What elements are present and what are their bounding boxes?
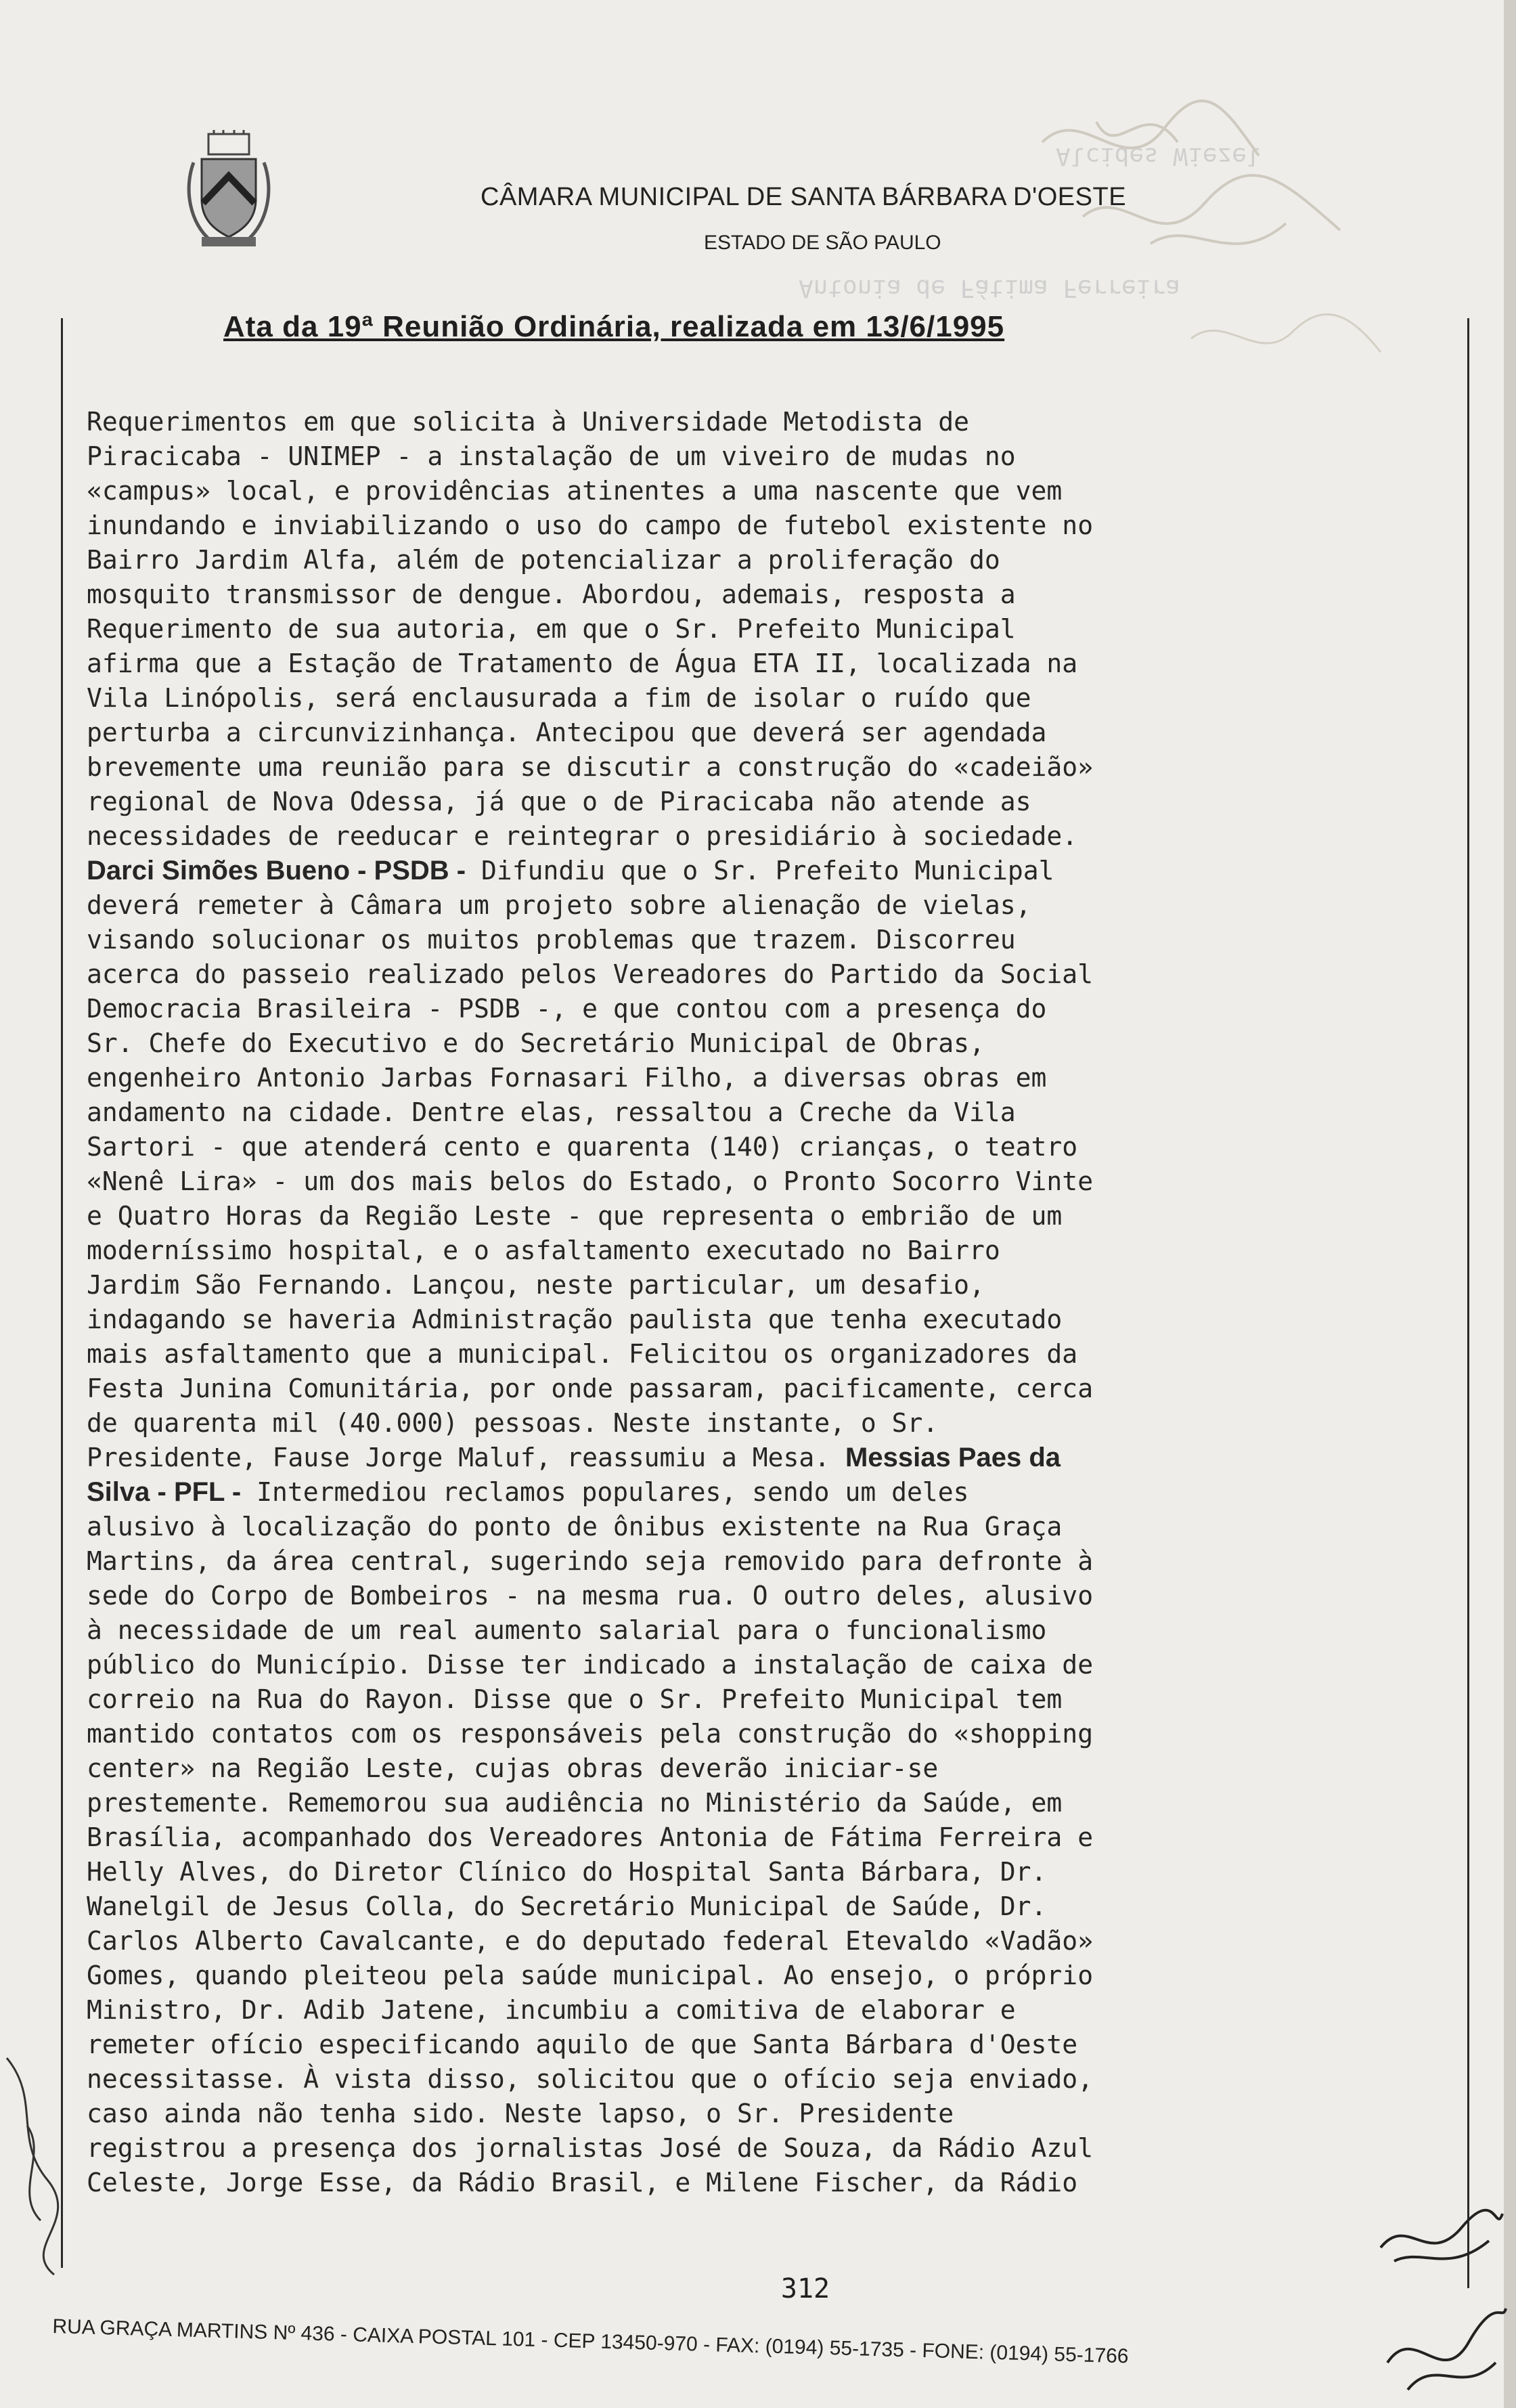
text-line	[87, 1579, 1440, 1613]
text-segment: Sr. Chefe do Executivo e do Secretário Municipal de Obras,	[87, 1028, 985, 1058]
text-segment: Sartori - que atenderá cento e quarenta (140) crianças, o teatro	[87, 1132, 1078, 1162]
text-segment: Wanelgil de Jesus Colla, do Secretário Municipal de Saúde, Dr.	[87, 1891, 1047, 1921]
text-line	[87, 1889, 1440, 1924]
text-line	[87, 1337, 1440, 1372]
text-line	[87, 716, 1440, 750]
text-line	[87, 992, 1440, 1026]
text-segment: Bairro Jardim Alfa, além de potencializar a proliferação do	[87, 545, 1000, 575]
text-segment: sede do Corpo de Bombeiros - na mesma rua. O outro deles, alusivo	[87, 1581, 1094, 1611]
text-line	[87, 2131, 1440, 2166]
text-segment: Carlos Alberto Cavalcante, e do deputado federal Etevaldo «Vadão»	[87, 1926, 1094, 1956]
text-line	[87, 1993, 1440, 2028]
text-segment: center» na Região Leste, cujas obras deverão iniciar-se	[87, 1753, 939, 1783]
text-line	[87, 2062, 1440, 2097]
page-number: 312	[780, 2273, 830, 2304]
text-line	[87, 1026, 1440, 1061]
text-segment: «Nenê Lira» - um dos mais belos do Estado, o Pronto Socorro Vinte	[87, 1166, 1094, 1196]
text-segment: Difundiu que o Sr. Prefeito Municipal	[466, 856, 1054, 885]
text-segment: público do Município. Disse ter indicado a instalação de caixa de	[87, 1650, 1094, 1680]
text-line	[87, 1130, 1440, 1164]
text-line	[87, 1406, 1440, 1441]
text-line	[87, 1924, 1440, 1958]
text-segment: correio na Rua do Rayon. Disse que o Sr. Prefeito Municipal tem	[87, 1684, 1063, 1714]
text-line	[87, 1372, 1440, 1406]
text-line	[87, 854, 1440, 888]
text-segment: mais asfaltamento que a municipal. Felicitou os organizadores da	[87, 1339, 1078, 1369]
text-segment: indagando se haveria Administração paulista que tenha executado	[87, 1305, 1063, 1334]
margin-signature	[0, 2044, 64, 2288]
text-segment: visando solucionar os muitos problemas que trazem. Discorreu	[87, 925, 1016, 955]
text-line	[87, 1820, 1440, 1855]
text-segment: Presidente, Fause Jorge Maluf, reassumiu a Mesa.	[87, 1443, 846, 1472]
text-segment: inundando e inviabilizando o uso do campo de futebol existente no	[87, 510, 1094, 540]
text-segment: Piracicaba - UNIMEP - a instalação de um viveiro de mudas no	[87, 441, 1016, 471]
text-line	[87, 474, 1440, 508]
text-line	[87, 1199, 1440, 1233]
text-segment: acerca do passeio realizado pelos Vereadores do Partido da Social	[87, 959, 1094, 989]
text-segment: Gomes, quando pleiteou pela saúde municipal. Ao ensejo, o próprio	[87, 1961, 1094, 1990]
text-line	[87, 1061, 1440, 1095]
bleed-through-text: Antonia de Fátima Ferreira	[799, 274, 1180, 302]
coat-of-arms-icon	[181, 129, 276, 254]
text-line	[87, 1095, 1440, 1130]
text-line	[87, 1268, 1440, 1302]
text-line	[87, 785, 1440, 819]
text-segment: prestemente. Rememorou sua audiência no Ministério da Saúde, em	[87, 1788, 1063, 1818]
text-segment: necessidades de reeducar e reintegrar o presidiário à sociedade.	[87, 821, 1078, 851]
text-line	[87, 819, 1440, 854]
state-name: ESTADO DE SÃO PAULO	[704, 232, 941, 254]
text-segment: caso ainda não tenha sido. Neste lapso, o Sr. Presidente	[87, 2099, 954, 2128]
text-line	[87, 1958, 1440, 1993]
text-segment: Brasília, acompanhado dos Vereadores Antonia de Fátima Ferreira e	[87, 1822, 1094, 1852]
speaker-name: Darci Simões Bueno - PSDB -	[87, 856, 466, 885]
text-line	[87, 1648, 1440, 1682]
text-segment: de quarenta mil (40.000) pessoas. Neste instante, o Sr.	[87, 1408, 939, 1438]
text-segment: Intermediou reclamos populares, sendo um deles	[241, 1477, 969, 1507]
text-segment: Requerimento de sua autoria, em que o Sr. Prefeito Municipal	[87, 614, 1016, 644]
text-line	[87, 1717, 1440, 1751]
text-line	[87, 957, 1440, 992]
text-segment: Requerimentos em que solicita à Universidade Metodista de	[87, 407, 970, 437]
text-segment: brevemente uma reunião para se discutir a construção do «cadeião»	[87, 752, 1094, 782]
bleed-through-text: Alcides Wiezel	[1056, 142, 1262, 170]
text-line	[87, 508, 1440, 543]
text-line	[87, 647, 1440, 681]
right-margin-line	[1467, 318, 1469, 2288]
text-segment: Ministro, Dr. Adib Jatene, incumbiu a comitiva de elaborar e	[87, 1995, 1016, 2025]
text-segment: moderníssimo hospital, e o asfaltamento executado no Bairro	[87, 1235, 1000, 1265]
minutes-title: Ata da 19ª Reunião Ordinária, realizada em 13/6/1995	[223, 310, 1005, 343]
text-line	[87, 681, 1440, 716]
text-line	[87, 439, 1440, 474]
left-margin-line	[61, 318, 63, 2268]
text-line	[87, 923, 1440, 957]
text-line	[87, 1613, 1440, 1648]
text-segment: regional de Nova Odessa, já que o de Piracicaba não atende as	[87, 787, 1031, 816]
text-line	[87, 1751, 1440, 1786]
minutes-body	[87, 405, 1440, 2200]
text-segment: andamento na cidade. Dentre elas, ressaltou a Creche da Vila	[87, 1097, 1016, 1127]
text-segment: deverá remeter à Câmara um projeto sobre alienação de vielas,	[87, 890, 1031, 920]
text-line	[87, 543, 1440, 577]
text-line	[87, 1233, 1440, 1268]
text-segment: remeter ofício especificando aquilo de que Santa Bárbara d'Oeste	[87, 2030, 1078, 2059]
text-line	[87, 1475, 1440, 1510]
text-segment: Jardim São Fernando. Lançou, neste particular, um desafio,	[87, 1270, 985, 1300]
text-line	[87, 2028, 1440, 2062]
speaker-name: Silva - PFL -	[87, 1477, 242, 1507]
text-line	[87, 577, 1440, 612]
text-segment: alusivo à localização do ponto de ônibus existente na Rua Graça	[87, 1512, 1063, 1541]
text-line	[87, 2166, 1440, 2200]
text-segment: Democracia Brasileira - PSDB -, e que contou com a presença do	[87, 994, 1047, 1024]
text-segment: Vila Linópolis, será enclausurada a fim de isolar o ruído que	[87, 683, 1031, 713]
text-segment: mosquito transmissor de dengue. Abordou, ademais, resposta a	[87, 579, 1016, 609]
text-segment: registrou a presença dos jornalistas José de Souza, da Rádio Azul	[87, 2133, 1094, 2163]
text-segment: mantido contatos com os responsáveis pela construção do «shopping	[87, 1719, 1094, 1749]
text-line	[87, 1544, 1440, 1579]
text-segment: Festa Junina Comunitária, por onde passaram, pacificamente, cerca	[87, 1374, 1094, 1403]
text-segment: «campus» local, e providências atinentes a uma nascente que vem	[87, 476, 1063, 506]
footer-address: RUA GRAÇA MARTINS Nº 436 - CAIXA POSTAL 101 - CEP 13450-970 - FAX: (0194) 55-1735 - FONE: (0194) 55-1766	[52, 2315, 1129, 2368]
speaker-name: Messias Paes da	[845, 1443, 1061, 1472]
text-segment: à necessidade de um real aumento salarial para o funcionalismo	[87, 1615, 1047, 1645]
chamber-name: CÂMARA MUNICIPAL DE SANTA BÁRBARA D'OESTE	[481, 183, 1127, 211]
text-line	[87, 1164, 1440, 1199]
text-line	[87, 1786, 1440, 1820]
text-segment: Celeste, Jorge Esse, da Rádio Brasil, e Milene Fischer, da Rádio	[87, 2168, 1078, 2197]
text-line	[87, 1510, 1440, 1544]
text-line	[87, 1302, 1440, 1337]
text-line	[87, 1441, 1440, 1475]
text-line	[87, 2097, 1440, 2131]
text-segment: Martins, da área central, sugerindo seja removido para defronte à	[87, 1546, 1094, 1576]
text-segment: perturba a circunvizinhança. Antecipou que deverá ser agendada	[87, 718, 1047, 747]
text-line	[87, 750, 1440, 785]
text-segment: engenheiro Antonio Jarbas Fornasari Filho, a diversas obras em	[87, 1063, 1047, 1093]
text-segment: afirma que a Estação de Tratamento de Água ETA II, localizada na	[87, 649, 1078, 678]
text-segment: Helly Alves, do Diretor Clínico do Hospital Santa Bárbara, Dr.	[87, 1857, 1047, 1887]
text-line	[87, 888, 1440, 923]
text-line	[87, 612, 1440, 647]
page-edge	[1504, 0, 1516, 2408]
text-line	[87, 1682, 1440, 1717]
text-line	[87, 405, 1440, 439]
text-segment: e Quatro Horas da Região Leste - que representa o embrião de um	[87, 1201, 1063, 1231]
text-segment: necessitasse. À vista disso, solicitou que o ofício seja enviado,	[87, 2064, 1094, 2094]
signature-scribble	[1002, 81, 1435, 420]
text-line	[87, 1855, 1440, 1889]
